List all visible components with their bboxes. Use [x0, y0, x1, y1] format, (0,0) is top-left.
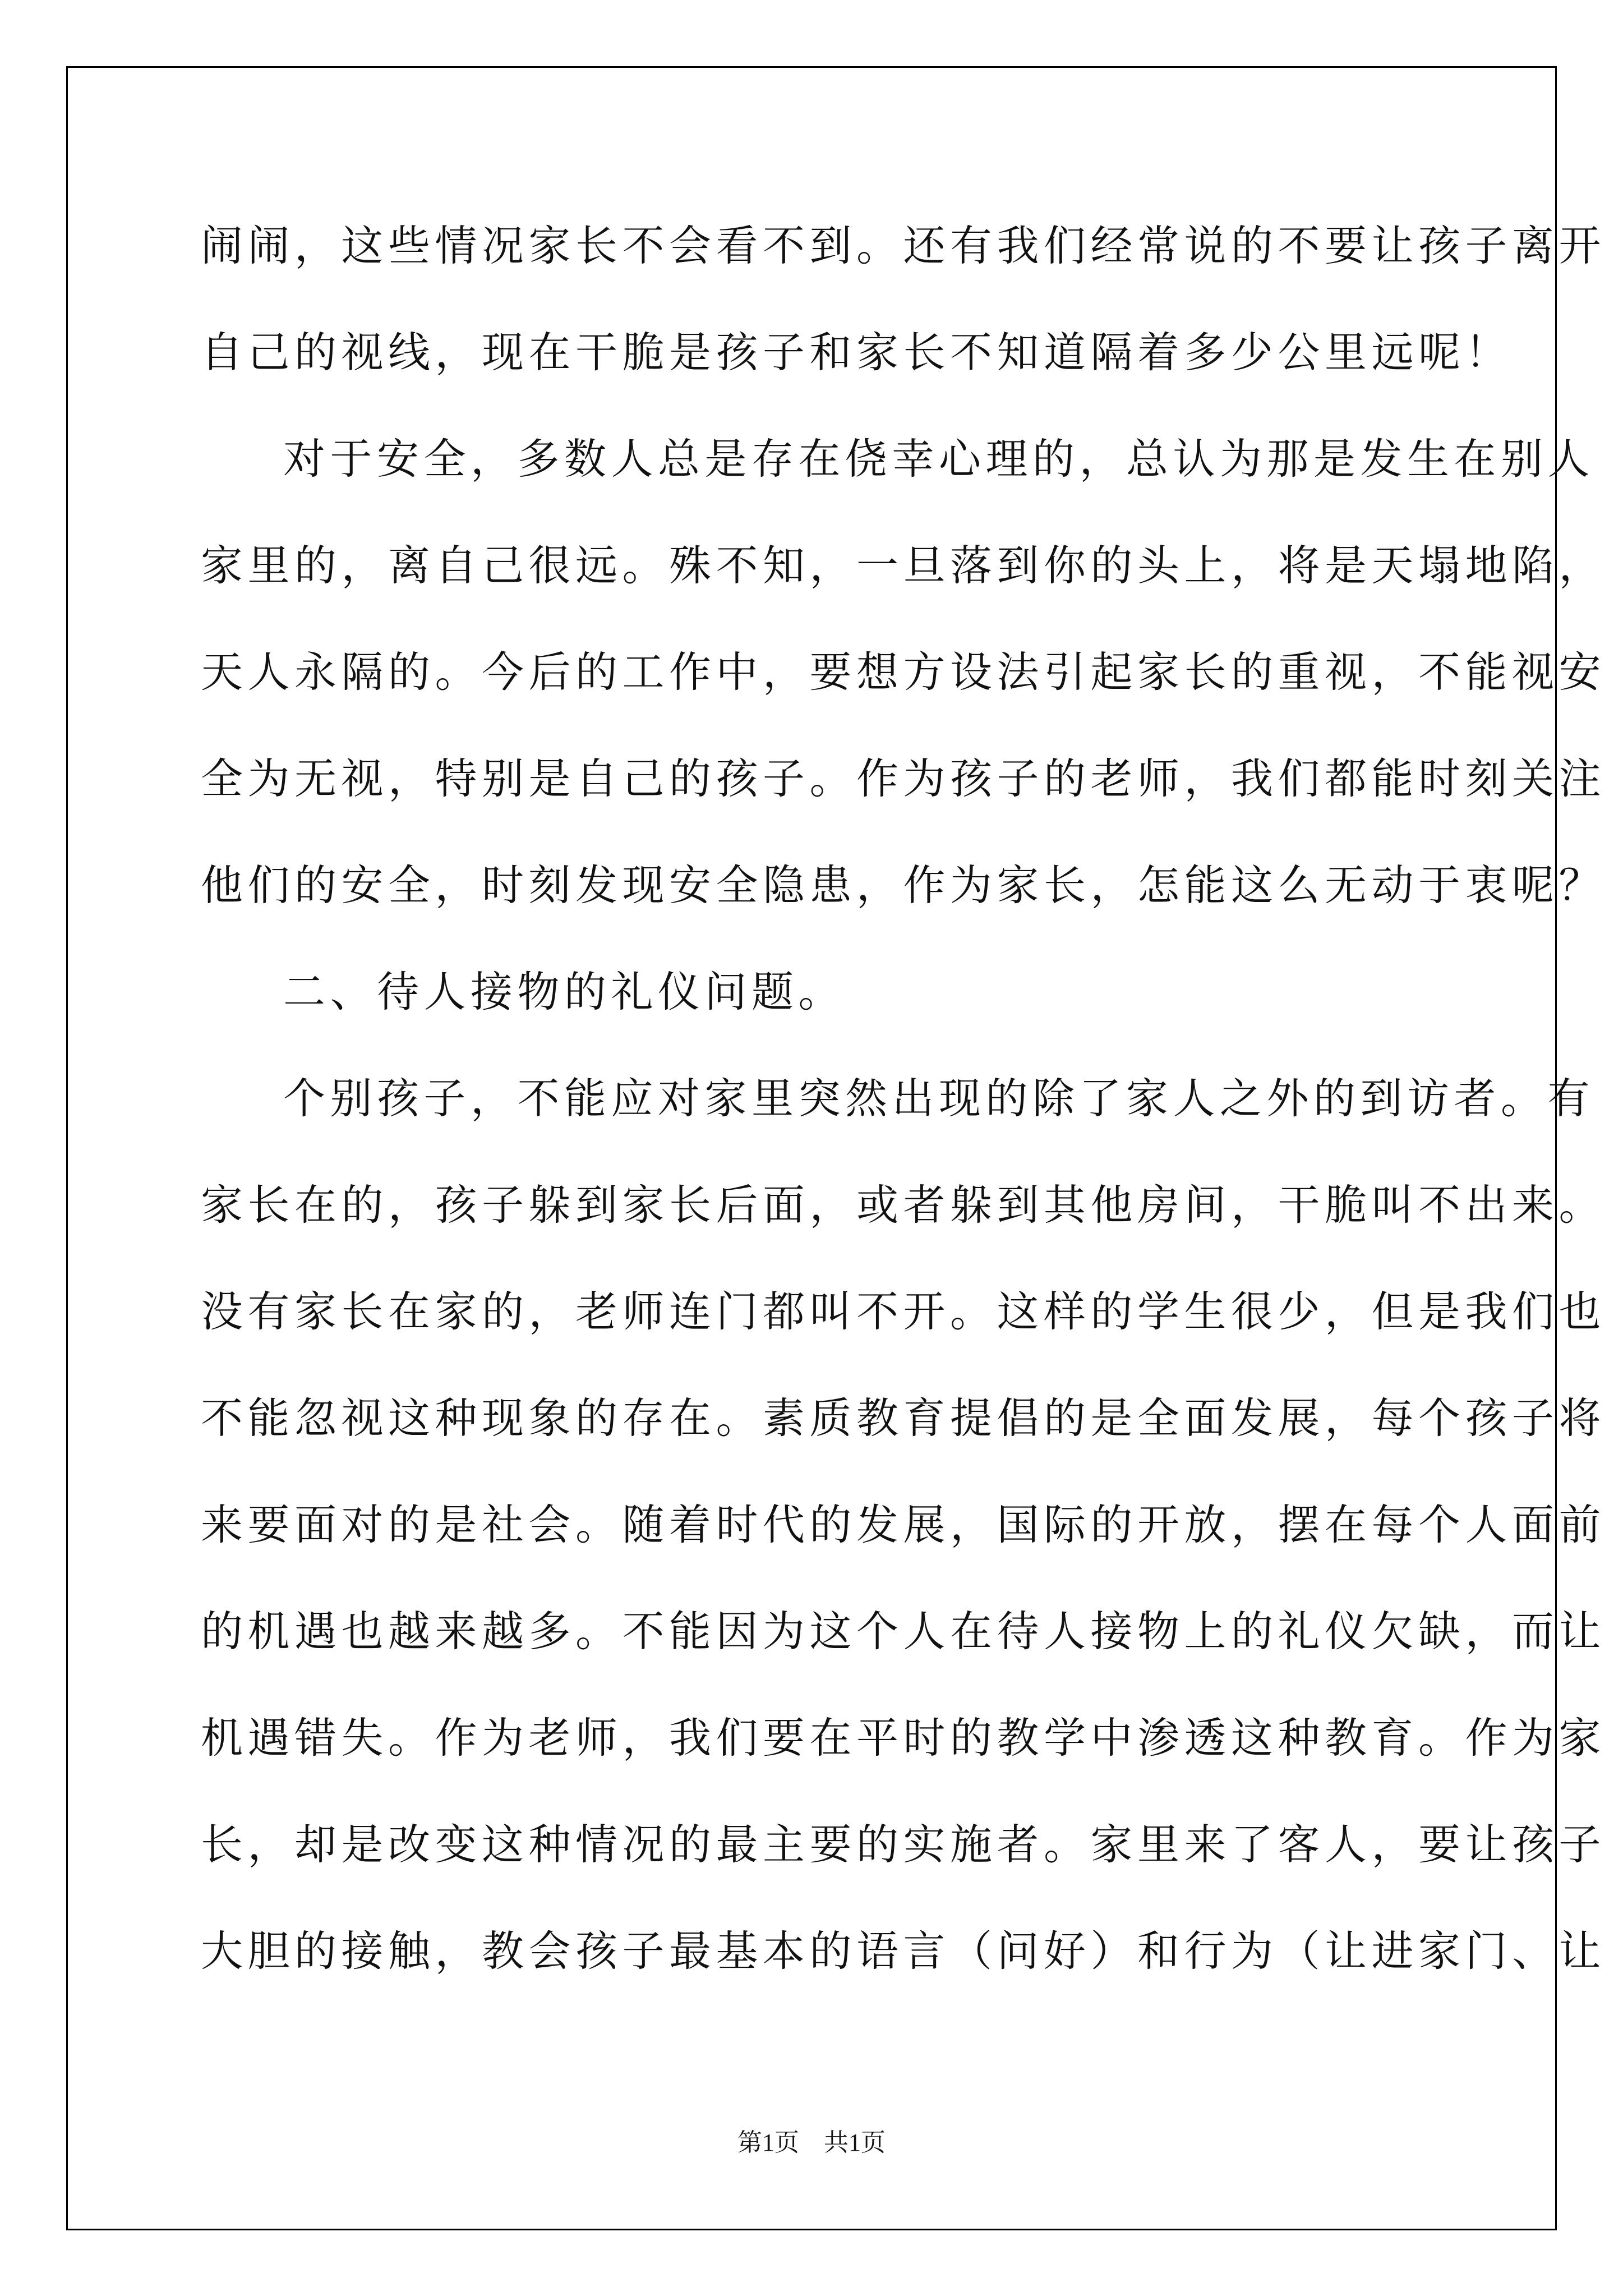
- page-number-footer: 第1页 共1页: [737, 2129, 886, 2156]
- page-border: [66, 66, 1557, 2230]
- body-line-1: 闹闹，这些情况家长不会看不到。还有我们经常说的不要让孩子离开: [201, 221, 1606, 270]
- body-line-15: 机遇错失。作为老师，我们要在平时的教学中渗透这种教育。作为家: [201, 1713, 1606, 1763]
- body-line-7: 他们的安全，时刻发现安全隐患，作为家长，怎能这么无动于衷呢？: [201, 861, 1606, 910]
- body-line-12: 不能忽视这种现象的存在。素质教育提倡的是全面发展，每个孩子将: [201, 1393, 1606, 1443]
- body-line-16: 长，却是改变这种情况的最主要的实施者。家里来了客人，要让孩子: [201, 1820, 1606, 1869]
- body-line-10: 家长在的，孩子躲到家长后面，或者躲到其他房间，干脆叫不出来。: [201, 1180, 1606, 1230]
- paragraph-start-line-9: 个别孩子，不能应对家里突然出现的除了家人之外的到访者。有: [283, 1074, 1595, 1123]
- paragraph-start-line-3: 对于安全，多数人总是存在侥幸心理的，总认为那是发生在别人: [283, 434, 1595, 484]
- body-line-2: 自己的视线，现在干脆是孩子和家长不知道隔着多少公里远呢！: [201, 328, 1513, 377]
- body-line-17: 大胆的接触，教会孩子最基本的语言（问好）和行为（让进家门、让: [201, 1926, 1606, 1976]
- body-line-6: 全为无视，特别是自己的孩子。作为孩子的老师，我们都能时刻关注: [201, 754, 1606, 803]
- body-line-4: 家里的，离自己很远。殊不知，一旦落到你的头上，将是天塌地陷，: [201, 541, 1606, 590]
- section-heading: 二、待人接物的礼仪问题。: [283, 967, 846, 1016]
- body-line-13: 来要面对的是社会。随着时代的发展，国际的开放，摆在每个人面前: [201, 1500, 1606, 1549]
- body-line-11: 没有家长在家的，老师连门都叫不开。这样的学生很少，但是我们也: [201, 1287, 1606, 1336]
- body-line-14: 的机遇也越来越多。不能因为这个人在待人接物上的礼仪欠缺，而让: [201, 1607, 1606, 1656]
- body-line-5: 天人永隔的。今后的工作中，要想方设法引起家长的重视，不能视安: [201, 647, 1606, 697]
